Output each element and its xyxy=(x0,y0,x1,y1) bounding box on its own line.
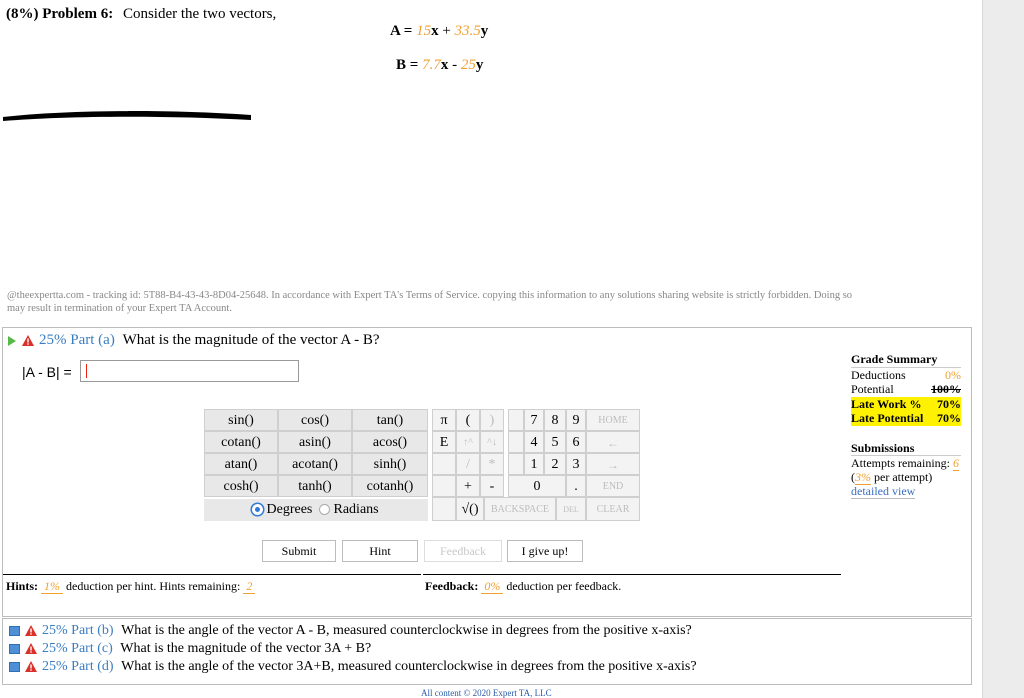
digit-2-key[interactable]: 2 xyxy=(544,453,566,475)
digit-9-key[interactable]: 9 xyxy=(566,409,586,431)
part-a-heading xyxy=(8,332,380,349)
submissions-panel: Submissions Attempts remaining: 6 (3% per attempt) detailed view xyxy=(851,441,961,498)
part-a-question: What is the magnitude of the vector A - B? xyxy=(122,332,380,348)
part-b-row[interactable]: 25% Part (b) What is the angle of the vector A - B, measured counterclockwise in degrees from the positive x-axis? xyxy=(9,623,692,639)
digit-0-key[interactable]: 0 xyxy=(508,475,566,497)
end-key[interactable]: END xyxy=(586,475,640,497)
part-c-question: What is the magnitude of the vector 3A + B? xyxy=(120,641,372,656)
late-potential-value: 70% xyxy=(937,411,961,425)
play-icon xyxy=(8,336,16,346)
delete-key[interactable]: DEL xyxy=(556,497,586,521)
feedback-divider xyxy=(423,574,841,575)
power-down-key[interactable]: ^↓ xyxy=(480,431,504,453)
acotan-key[interactable]: acotan() xyxy=(278,453,352,475)
sinh-key[interactable]: sinh() xyxy=(352,453,428,475)
hints-divider xyxy=(3,574,421,575)
give-up-button[interactable]: I give up! xyxy=(507,540,583,562)
part-d-question: What is the angle of the vector 3A+B, measured counterclockwise in degrees from the positive x-axis? xyxy=(121,659,697,674)
hints-remaining: 2 xyxy=(243,579,255,594)
problem-prompt: Consider the two vectors, xyxy=(122,6,277,22)
blank-key xyxy=(432,475,456,497)
document-icon xyxy=(9,626,20,636)
sin-key[interactable]: sin() xyxy=(204,409,278,431)
copyright-footer: All content © 2020 Expert TA, LLC xyxy=(421,688,552,698)
pi-key[interactable]: π xyxy=(432,409,456,431)
radians-option[interactable]: Radians xyxy=(319,502,379,518)
redaction-mark xyxy=(3,108,251,122)
late-work-value: 70% xyxy=(937,396,961,411)
digit-8-key[interactable]: 8 xyxy=(544,409,566,431)
clear-key[interactable]: CLEAR xyxy=(586,497,640,521)
multiply-key[interactable]: * xyxy=(480,453,504,475)
attempts-remaining: 6 xyxy=(952,456,959,470)
answer-input[interactable] xyxy=(80,360,299,382)
part-a-label: Part (a) xyxy=(70,332,115,348)
divide-key[interactable]: / xyxy=(456,453,480,475)
degrees-radio[interactable] xyxy=(252,504,263,515)
other-parts-panel xyxy=(2,618,972,685)
warning-icon xyxy=(25,625,37,636)
tracking-notice: @theexpertta.com - tracking id: 5T88-B4-43-43-8D04-25648. In accordance with Expert TA's Terms of Service. copying this information to any solutions sharing website is strictly forbidden. Doing so may result in termination of your Expert TA Account. xyxy=(7,290,853,314)
part-d-row[interactable]: 25% Part (d) What is the angle of the vector 3A+B, measured counterclockwise in degrees from the positive x-axis? xyxy=(9,659,697,675)
cotanh-key[interactable]: cotanh() xyxy=(352,475,428,497)
digit-6-key[interactable]: 6 xyxy=(566,431,586,453)
right-paren-key[interactable]: ) xyxy=(480,409,504,431)
hint-deduction: 1% xyxy=(41,579,63,594)
digit-7-key[interactable]: 7 xyxy=(524,409,544,431)
grade-summary: Grade Summary Deductions 0% Potential 100% Late Work % 70% Late Potential 70% xyxy=(851,352,961,425)
part-b-question: What is the angle of the vector A - B, measured counterclockwise in degrees from the positive x-axis? xyxy=(121,623,692,638)
problem-weight: (8%) xyxy=(6,6,39,22)
submit-button[interactable]: Submit xyxy=(262,540,336,562)
sqrt-key[interactable]: √() xyxy=(456,497,484,521)
feedback-info: Feedback: 0% deduction per feedback. xyxy=(425,579,622,593)
page-scrollbar[interactable] xyxy=(982,0,1024,698)
degrees-option[interactable]: Degrees xyxy=(252,502,312,518)
decimal-key[interactable]: . xyxy=(566,475,586,497)
per-attempt-deduction: 3% xyxy=(855,470,871,484)
text-caret xyxy=(86,364,87,378)
home-key[interactable]: HOME xyxy=(586,409,640,431)
digit-3-key[interactable]: 3 xyxy=(566,453,586,475)
blank-key xyxy=(508,431,524,453)
cotan-key[interactable]: cotan() xyxy=(204,431,278,453)
answer-label: |A - B| = xyxy=(22,364,72,380)
power-up-key[interactable]: ↑^ xyxy=(456,431,480,453)
blank-key xyxy=(508,409,524,431)
radians-radio[interactable] xyxy=(319,504,330,515)
submissions-title: Submissions xyxy=(851,441,915,455)
digit-4-key[interactable]: 4 xyxy=(524,431,544,453)
part-c-row[interactable]: 25% Part (c) What is the magnitude of the vector 3A + B? xyxy=(9,641,371,657)
hint-button[interactable]: Hint xyxy=(342,540,418,562)
left-paren-key[interactable]: ( xyxy=(456,409,480,431)
part-a-percent: 25% xyxy=(39,332,67,348)
detailed-view-link[interactable]: detailed view xyxy=(851,484,916,498)
back-arrow-key[interactable]: ← xyxy=(586,431,640,453)
blank-key xyxy=(432,453,456,475)
forward-arrow-key[interactable]: → xyxy=(586,453,640,475)
feedback-button[interactable]: Feedback xyxy=(424,540,502,562)
atan-key[interactable]: atan() xyxy=(204,453,278,475)
warning-icon xyxy=(25,643,37,654)
angle-mode-selector xyxy=(204,499,428,521)
feedback-deduction: 0% xyxy=(481,579,503,594)
tanh-key[interactable]: tanh() xyxy=(278,475,352,497)
problem-heading xyxy=(6,6,276,23)
cosh-key[interactable]: cosh() xyxy=(204,475,278,497)
tan-key[interactable]: tan() xyxy=(352,409,428,431)
deductions-value: 0% xyxy=(945,367,961,382)
digit-5-key[interactable]: 5 xyxy=(544,431,566,453)
document-icon xyxy=(9,662,20,672)
minus-key[interactable]: - xyxy=(480,475,504,497)
asin-key[interactable]: asin() xyxy=(278,431,352,453)
acos-key[interactable]: acos() xyxy=(352,431,428,453)
document-icon xyxy=(9,644,20,654)
potential-value: 100% xyxy=(931,382,961,396)
problem-number: Problem 6: xyxy=(42,6,114,22)
digit-1-key[interactable]: 1 xyxy=(524,453,544,475)
grade-summary-title: Grade Summary xyxy=(851,352,938,366)
backspace-key[interactable]: BACKSPACE xyxy=(484,497,556,521)
vector-a-equation: A = 15x + 33.5y xyxy=(390,23,489,39)
blank-key xyxy=(432,497,456,521)
plus-key[interactable]: + xyxy=(456,475,480,497)
warning-icon xyxy=(25,661,37,672)
e-key[interactable]: E xyxy=(432,431,456,453)
hints-info: Hints: 1% deduction per hint. Hints remaining: 2 xyxy=(6,579,255,594)
cos-key[interactable]: cos() xyxy=(278,409,352,431)
vector-b-equation: B = 7.7x - 25y xyxy=(396,57,484,73)
blank-key xyxy=(508,453,524,475)
warning-icon xyxy=(22,335,34,346)
